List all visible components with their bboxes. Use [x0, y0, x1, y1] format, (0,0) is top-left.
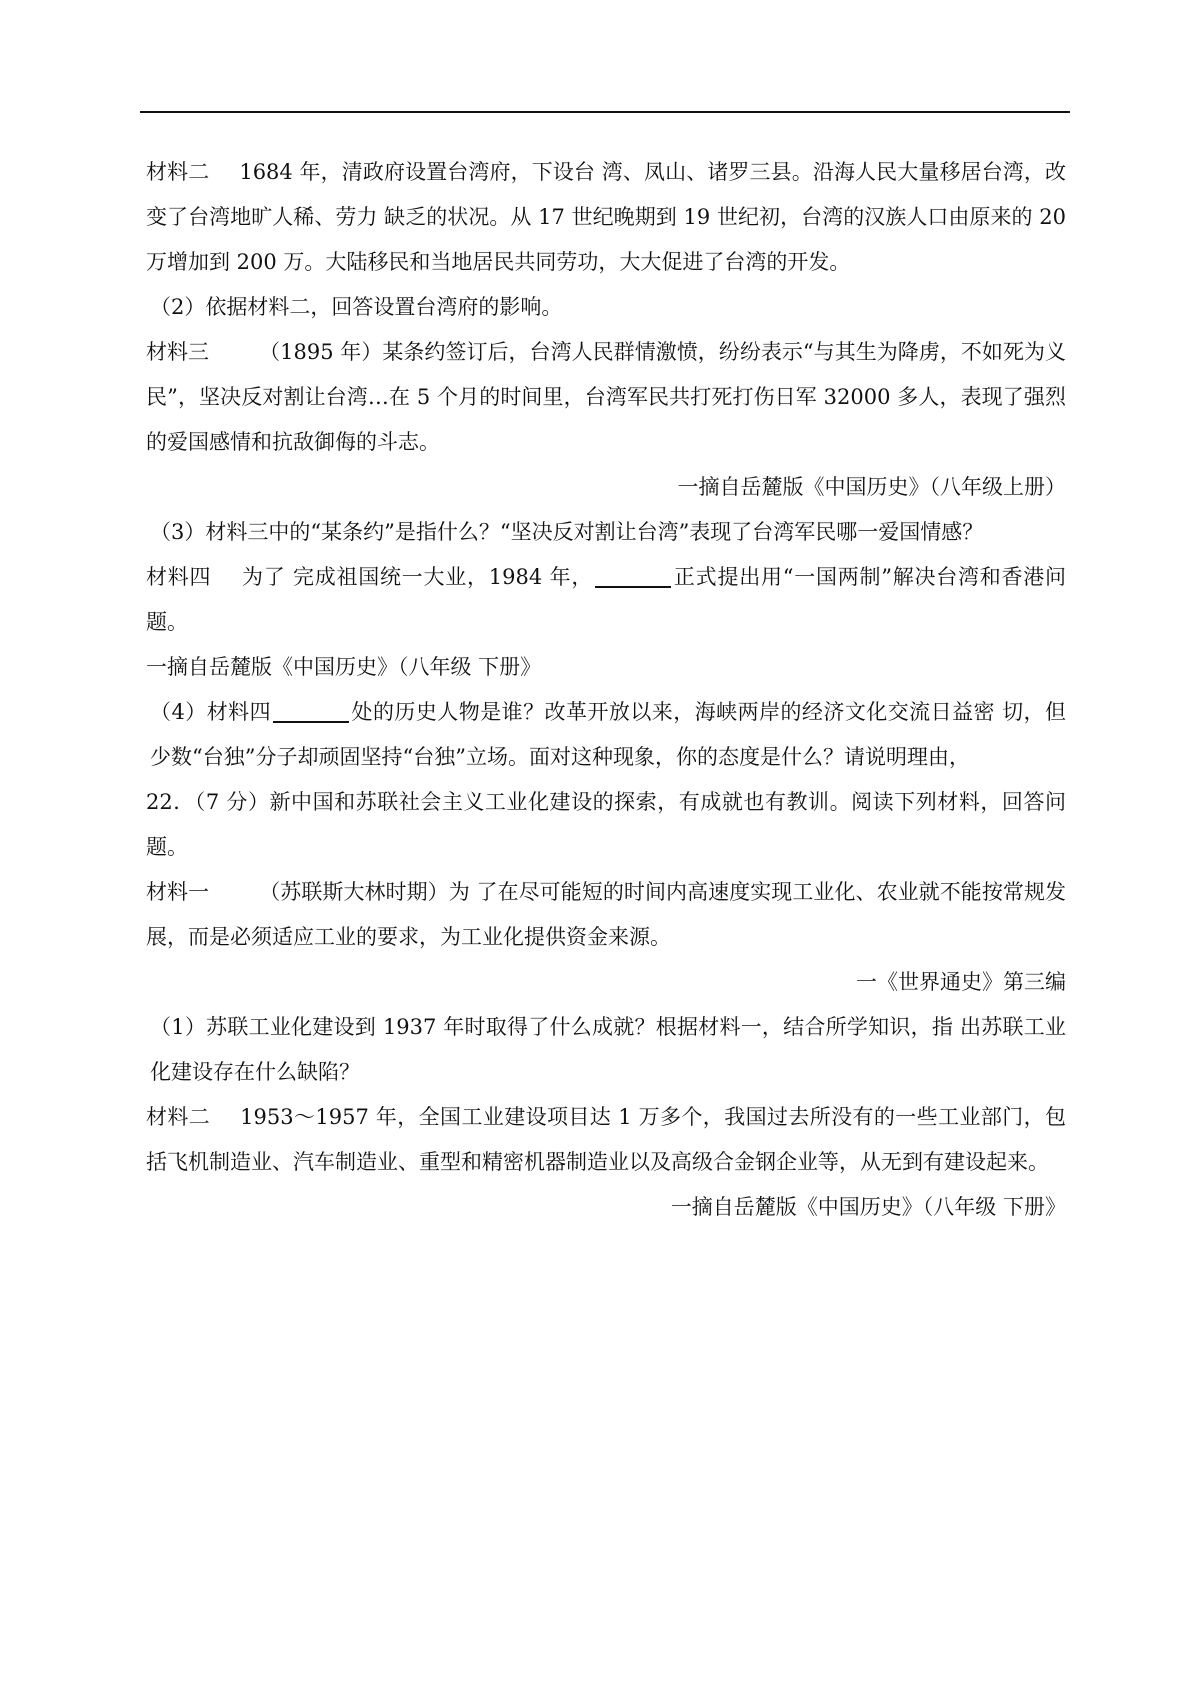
header-rule	[140, 111, 1070, 113]
material-4-paragraph	[146, 555, 1066, 645]
document-body	[146, 150, 1066, 1230]
question-2: （2）依据材料二，回答设置台湾府的影响。	[150, 295, 563, 319]
question-text-after-blank: 处的历史人物是谁？改革开放以来，海峡两岸的经济文化交流日益密 切，但少数“台独”分子却顽固坚持“台独”立场。面对这种现象，你的态度是什么？请说明理由，	[150, 700, 1066, 769]
question-4	[146, 690, 1066, 780]
q22-material-2-source: 一摘自岳麓版《中国历史》（八年级 下册》	[670, 1195, 1066, 1219]
material-text: 1953～1957 年，全国工业建设项目达 1 万多个，我国过去所没有的一些工业部门，包括飞机制造业、汽车制造业、重型和精密机器制造业以及高级合金钢企业等，从无到有建设起来。	[146, 1105, 1066, 1174]
material-label: 材料三	[146, 340, 210, 364]
question-text-before-blank: （4）材料四	[150, 700, 272, 724]
material-text: （苏联斯大林时期）为 了在尽可能短的时间内高速度实现工业化、农业就不能按常规发展，而是必须适应工业的要求，为工业化提供资金来源。	[146, 880, 1067, 949]
material-text: 1684 年，清政府设置台湾府，下设台 湾、凤山、诸罗三县。沿海人民大量移居台湾，改变了台湾地旷人稀、劳力 缺乏的状况。从 17 世纪晚期到 19 世纪初，台湾的汉族人口由原来的 20 万增加到 200 万。大陆移民和当地居民共同劳功，大大促进了台湾的开发。	[146, 160, 1067, 274]
material-label: 材料二	[146, 1105, 211, 1129]
material-label: 材料一	[146, 880, 210, 904]
q22-material-1-paragraph	[146, 870, 1066, 960]
fill-in-blank	[273, 720, 349, 723]
material-3-paragraph	[146, 330, 1066, 465]
question-3: （3）材料三中的“某条约”是指什么？“坚决反对割让台湾”表现了台湾军民哪一爱国情感？	[150, 520, 984, 544]
material-2-paragraph	[146, 150, 1066, 285]
material-text-after-blank: 正式提出用“一国两制”解决台湾和香港问题。	[146, 565, 1067, 634]
material-text: （1895 年）某条约签订后，台湾人民群情激愤，纷纷表示“与其生为降虏，不如死为义民”，坚决反对割让台湾…在 5 个月的时间里，台湾军民共打死打伤日军 32000 多人，表现了强烈的爱国感情和抗敌御侮的斗志。	[146, 340, 1067, 454]
material-3-source: 一摘自岳麓版《中国历史》（八年级上册）	[677, 475, 1066, 499]
material-label: 材料四	[146, 565, 212, 589]
q22-material-1-source: 一《世界通史》第三编	[856, 970, 1066, 994]
material-text-before-blank: 为了 完成祖国统一大业，1984 年，	[241, 565, 594, 589]
question-22-heading: 22．（7 分）新中国和苏联社会主义工业化建设的探索，有成就也有教训。阅读下列材料，回答问题。	[146, 790, 1066, 859]
fill-in-blank	[595, 585, 671, 588]
material-label: 材料二	[146, 160, 210, 184]
material-4-source: 一摘自岳麓版《中国历史》（八年级 下册》	[146, 655, 542, 679]
q22-material-2-paragraph	[146, 1095, 1066, 1185]
q22-question-1: （1）苏联工业化建设到 1937 年时取得了什么成就？根据材料一，结合所学知识，指 出苏联工业化建设存在什么缺陷？	[150, 1015, 1066, 1084]
